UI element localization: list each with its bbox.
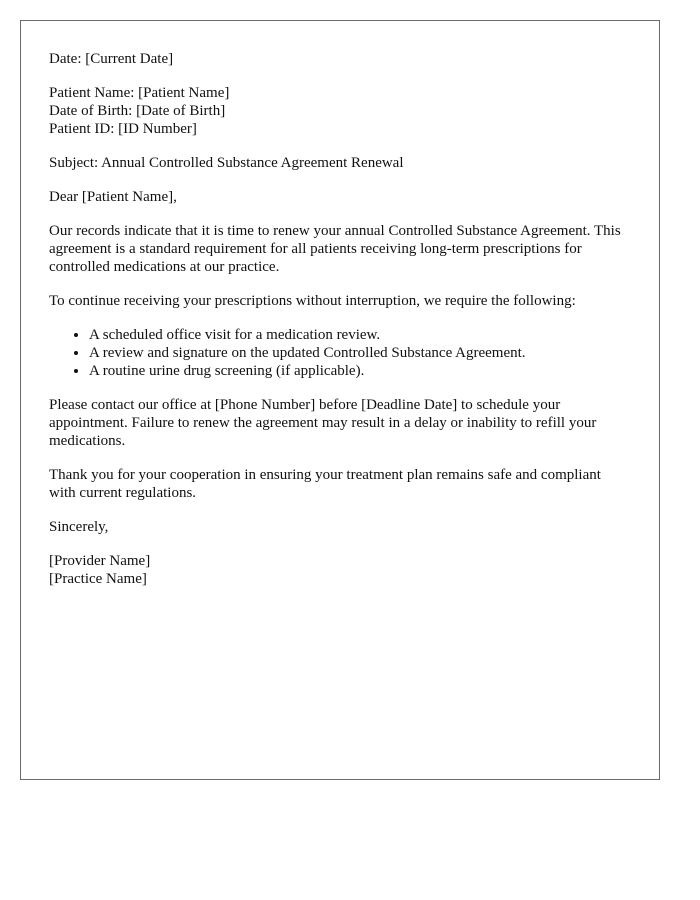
requirement-item: • A review and signature on the updated Controlled Substance Agreement. bbox=[89, 344, 631, 362]
patient-name-line: Patient Name: [Patient Name] bbox=[49, 85, 230, 101]
patient-id-line: Patient ID: [ID Number] bbox=[49, 121, 197, 137]
contact-paragraph: Please contact our office at [Phone Number] before [Deadline Date] to schedule your appointment. Failure to renew the agreement may result in a delay or inability to refill your medications. bbox=[49, 397, 597, 449]
letter-document bbox=[20, 20, 660, 780]
salutation: Dear [Patient Name], bbox=[49, 189, 177, 205]
thanks-paragraph: Thank you for your cooperation in ensuring your treatment plan remains safe and compliant with current regulations. bbox=[49, 467, 601, 501]
requirements-intro-paragraph: To continue receiving your prescriptions without interruption, we require the following: bbox=[49, 293, 576, 309]
signature-block bbox=[49, 552, 631, 588]
patient-dob-line: Date of Birth: [Date of Birth] bbox=[49, 103, 226, 119]
subject-line: Subject: Annual Controlled Substance Agreement Renewal bbox=[49, 155, 404, 171]
practice-name: [Practice Name] bbox=[49, 571, 147, 587]
requirement-item: • A routine urine drug screening (if applicable). bbox=[89, 362, 631, 380]
provider-name: [Provider Name] bbox=[49, 553, 151, 569]
requirements-list bbox=[49, 326, 631, 380]
intro-paragraph: Our records indicate that it is time to renew your annual Controlled Substance Agreement. This agreement is a standard requirement for all patients receiving long-term prescriptions for controlled medications at our practice. bbox=[49, 223, 621, 275]
patient-info-block bbox=[49, 84, 631, 138]
requirement-item: • A scheduled office visit for a medication review. bbox=[89, 326, 631, 344]
closing: Sincerely, bbox=[49, 519, 109, 535]
date-line: Date: [Current Date] bbox=[49, 51, 174, 67]
